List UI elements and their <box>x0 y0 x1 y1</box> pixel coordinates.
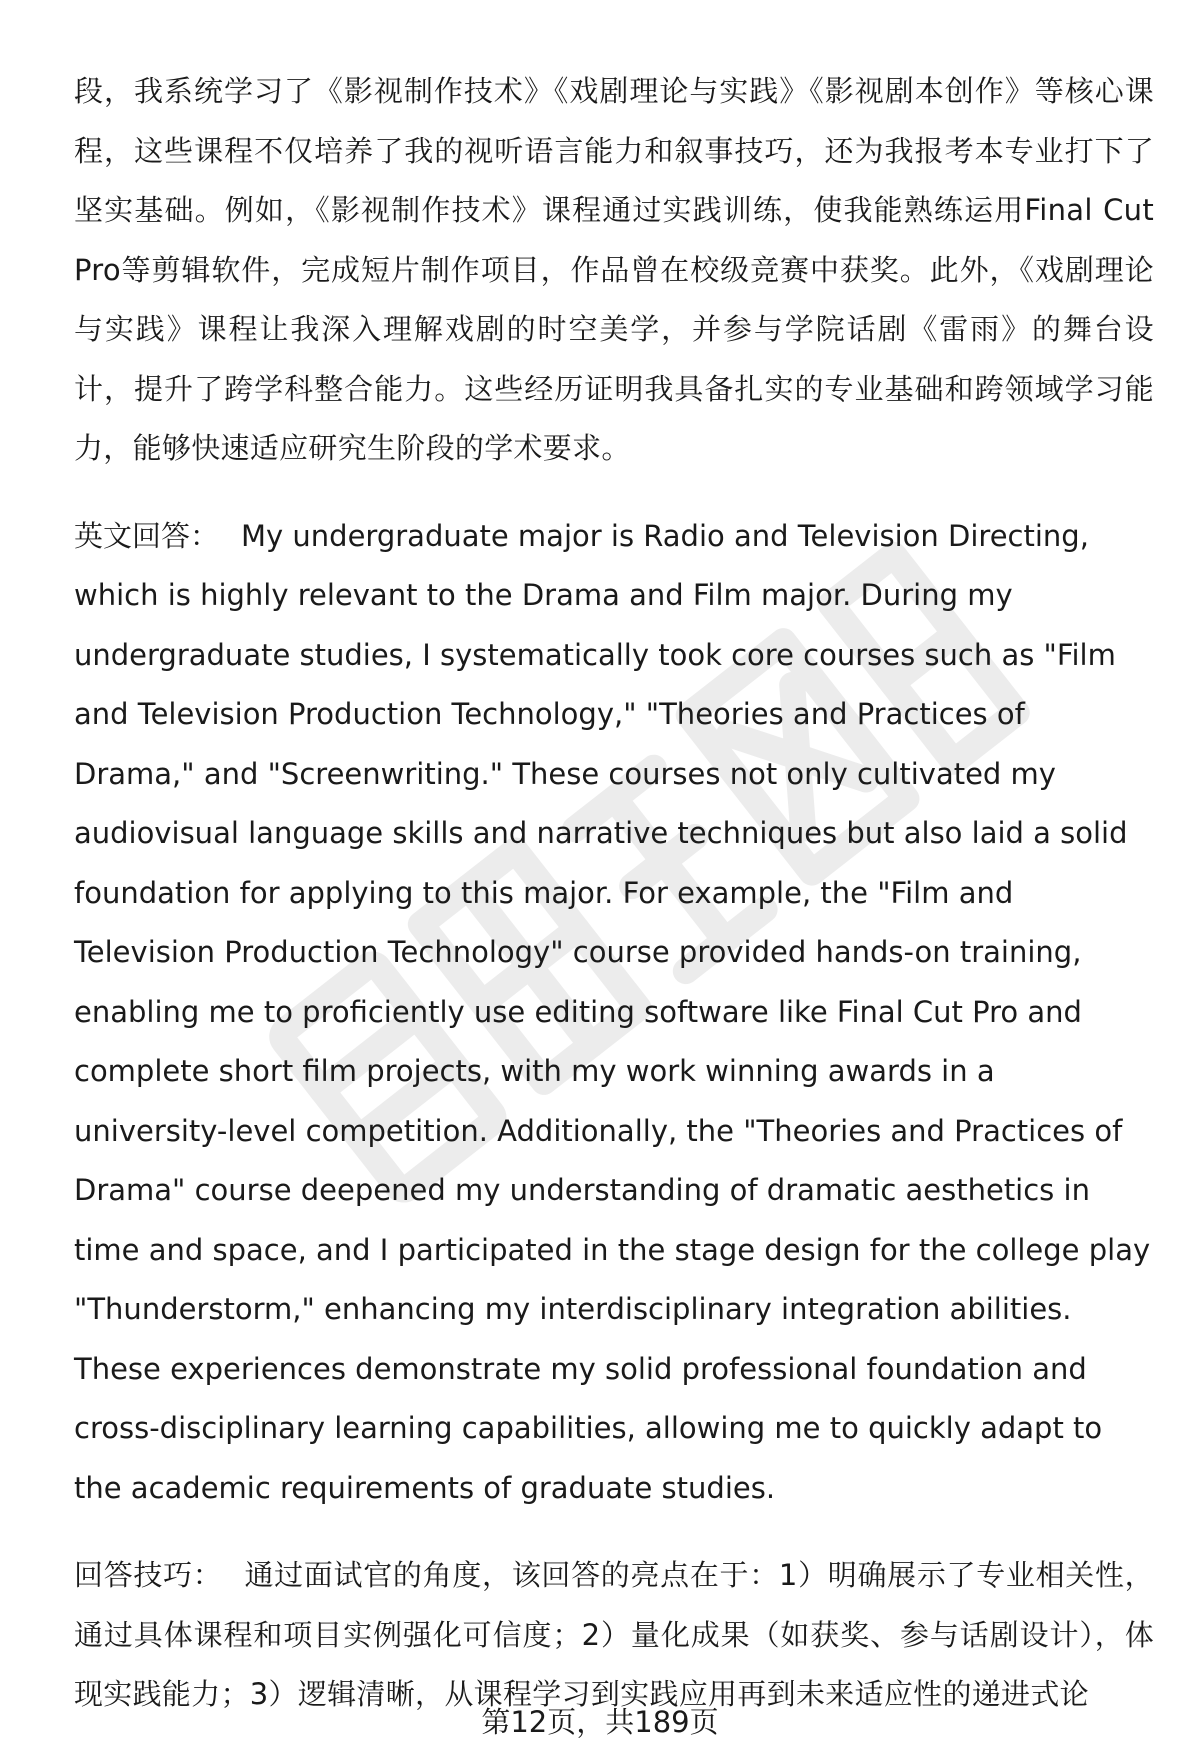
answer-tips-paragraph <box>74 1546 1154 1725</box>
english-answer-text: My undergraduate major is Radio and Television Directing, which is highly relevant to the Drama and Film major. During my undergraduate studies, I systematically took core courses such as "Film and Television Production Technology," "Theories and Practices of Drama," and "Screenwriting." These courses not only cultivated my audiovisual language skills and narrative techniques but also laid a solid foundation for applying to this major. For example, the "Film and Television Production Technology" course provided hands-on training, enabling me to proficiently use editing software like Final Cut Pro and complete short film projects, with my work winning awards in a university-level competition. Additionally, the "Theories and Practices of Drama" course deepened my understanding of dramatic aesthetics in time and space, and I participated in the stage design for the college play "Thunderstorm," enhancing my interdisciplinary integration abilities. These experiences demonstrate my solid professional foundation and cross-disciplinary learning capabilities, allowing me to quickly adapt to the academic requirements of graduate studies. <box>74 518 1151 1505</box>
page-indicator: 第12页，共189页 <box>481 1705 719 1739</box>
english-answer-paragraph <box>74 507 1154 1519</box>
document-body <box>74 62 1154 1725</box>
answer-tips-label: 回答技巧： <box>74 1558 223 1592</box>
answer-tips-text: 通过面试官的角度，该回答的亮点在于：1）明确展示了专业相关性，通过具体课程和项目实例强化可信度；2）量化成果（如获奖、参与话剧设计），体现实践能力；3）逻辑清晰，从课程学习到实践应用再到未来适应性的递进式论 <box>74 1558 1154 1711</box>
paragraph-zh-continuation: 段，我系统学习了《影视制作技术》《戏剧理论与实践》《影视剧本创作》等核心课程，这些课程不仅培养了我的视听语言能力和叙事技巧，还为我报考本专业打下了坚实基础。例如，《影视制作技术》课程通过实践训练，使我能熟练运用Final Cut Pro等剪辑软件，完成短片制作项目，作品曾在校级竞赛中获奖。此外，《戏剧理论与实践》课程让我深入理解戏剧的时空美学，并参与学院话剧《雷雨》的舞台设计，提升了跨学科整合能力。这些经历证明我具备扎实的专业基础和跨领域学习能力，能够快速适应研究生阶段的学术要求。 <box>74 74 1154 465</box>
english-answer-label: 英文回答： <box>74 518 220 553</box>
